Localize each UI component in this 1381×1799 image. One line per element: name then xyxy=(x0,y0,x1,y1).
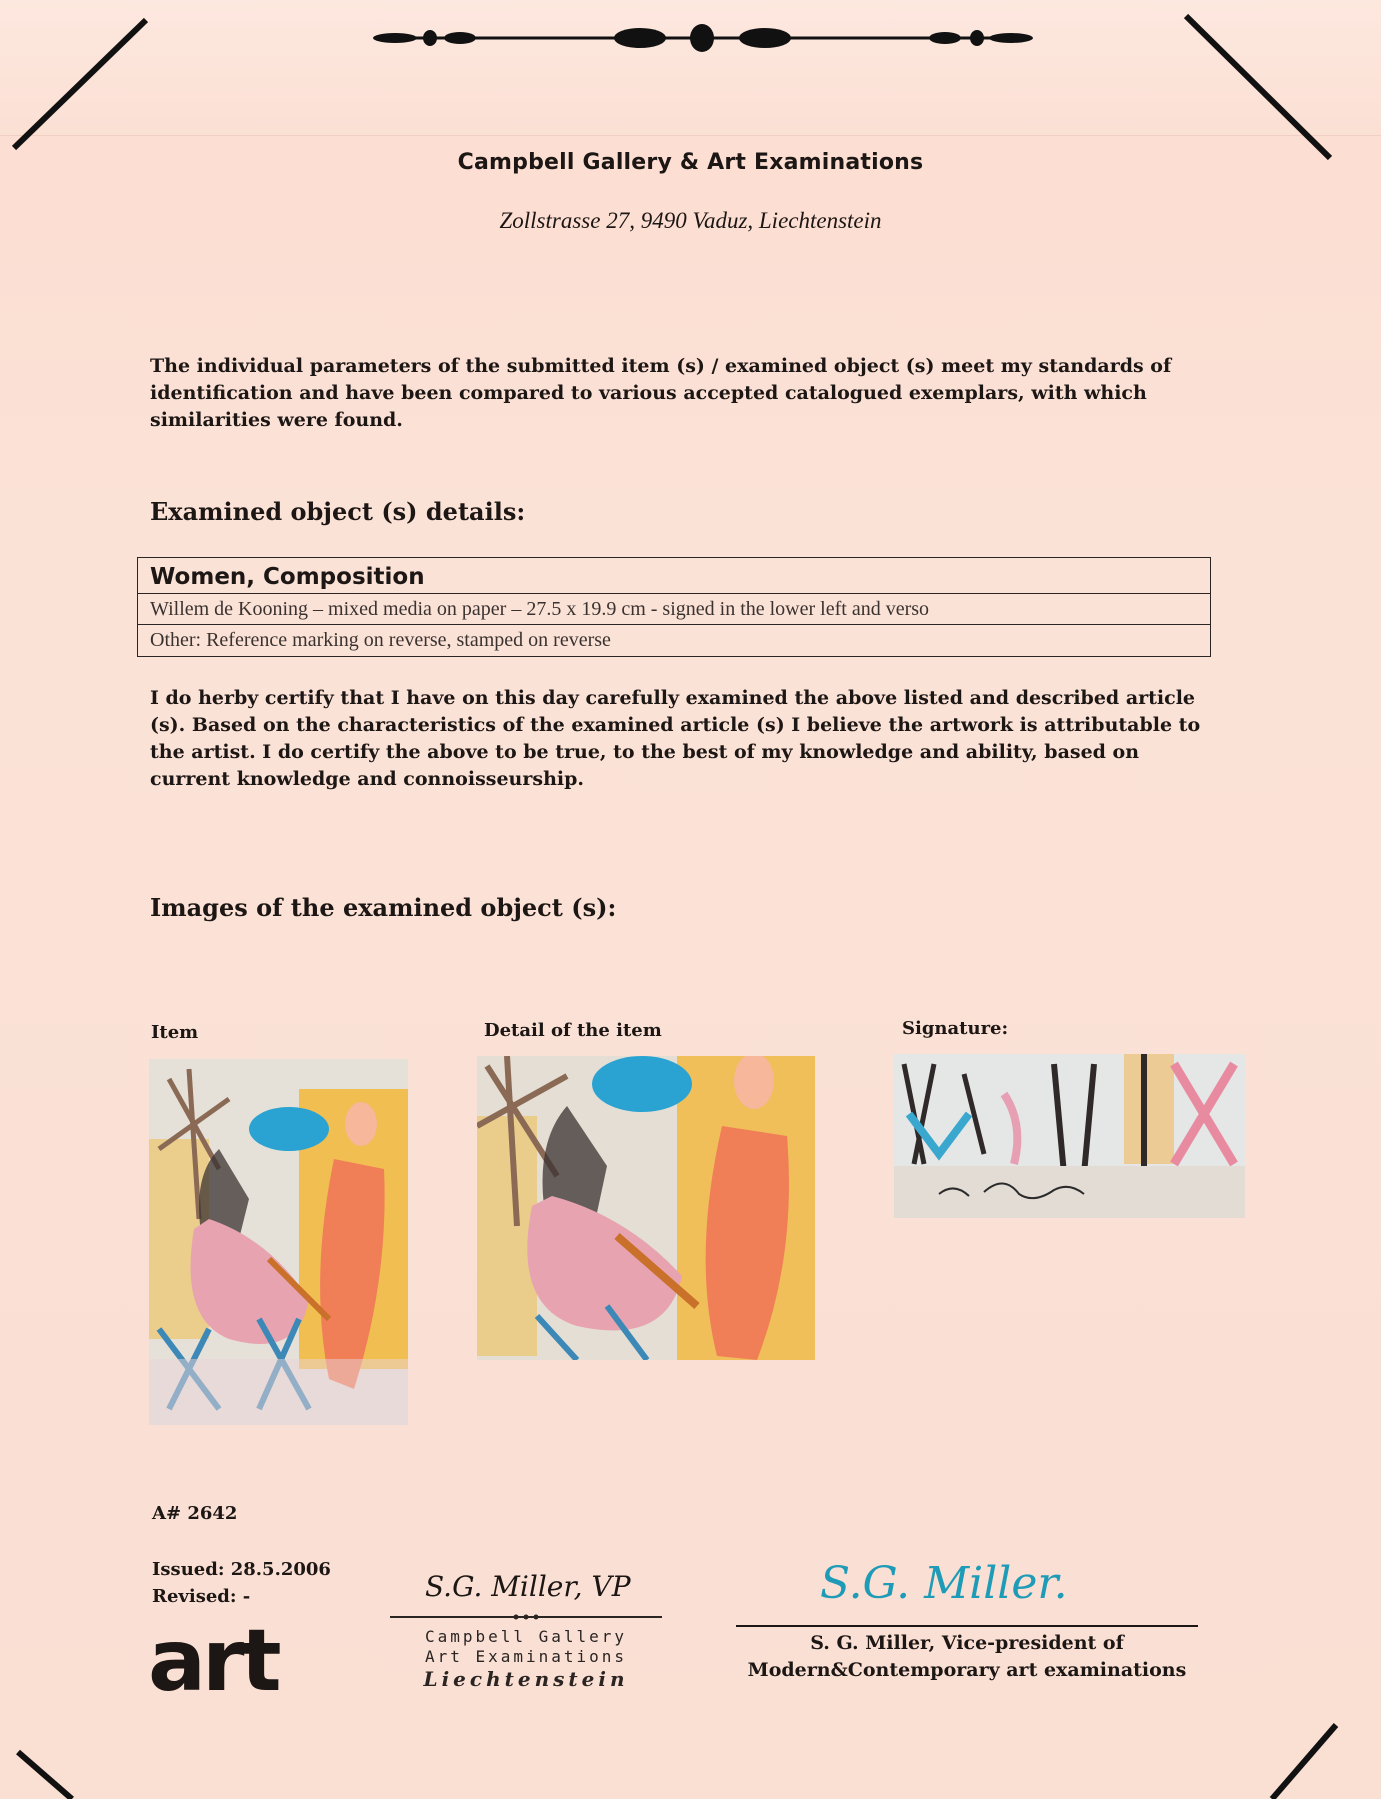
corner-top-right xyxy=(1186,16,1330,158)
intro-paragraph: The individual parameters of the submitted item (s) / examined object (s) meet my standards of identification and have been compared to various accepted catalogued exemplars, with which similarities were found. xyxy=(150,355,1172,431)
signature-label: Signature: xyxy=(902,1018,1009,1039)
signer-title-line-1: S. G. Miller, Vice-president of xyxy=(810,1632,1124,1654)
signature-line xyxy=(736,1625,1198,1627)
detail-label: Detail of the item xyxy=(484,1020,662,1041)
artwork-other-notes: Other: Reference marking on reverse, stamped on reverse xyxy=(150,629,611,651)
certification-paragraph: I do herby certify that I have on this day carefully examined the above listed and described article (s). Based on the characteristics of the examined article (s) I believe the artwork is attributable to the artist. I do certify the above to be true, to the best of my knowledge and ability, based on current knowledge and connoisseurship. xyxy=(150,687,1201,790)
gallery-name: Campbell Gallery & Art Examinations xyxy=(457,150,924,175)
details-table xyxy=(137,557,1211,657)
artwork-description: Willem de Kooning – mixed media on paper – 27.5 x 19.9 cm - signed in the lower left and verso xyxy=(138,594,1210,625)
corner-bottom-left xyxy=(18,1752,72,1799)
stamp-divider-icon xyxy=(390,1612,662,1622)
corner-top-left xyxy=(14,20,146,148)
handwritten-signature: S.G. Miller. xyxy=(820,1558,1068,1609)
gallery-address: Zollstrasse 27, 9490 Vaduz, Liechtenstein xyxy=(499,208,882,233)
stamp-line-1: Campbell Gallery xyxy=(424,1627,628,1646)
details-heading: Examined object (s) details: xyxy=(150,497,526,526)
detail-image xyxy=(477,1056,815,1360)
images-heading: Images of the examined object (s): xyxy=(150,893,617,922)
stamp-line-3: Liechtenstein xyxy=(423,1667,629,1691)
issued-date: Issued: 28.5.2006 xyxy=(152,1559,331,1580)
reference-number: A# 2642 xyxy=(152,1503,238,1524)
revised-date: Revised: - xyxy=(152,1586,251,1607)
corner-bottom-right xyxy=(1272,1725,1336,1799)
signer-title-line-2: Modern&Contemporary art examinations xyxy=(747,1659,1187,1681)
item-image xyxy=(149,1059,408,1425)
stamp-signature: S.G. Miller, VP xyxy=(425,1570,631,1603)
signature-image xyxy=(894,1054,1245,1218)
item-label: Item xyxy=(151,1022,199,1043)
ornament-divider-icon xyxy=(365,22,1040,54)
art-logo: art xyxy=(148,1611,278,1711)
stamp-line-2: Art Examinations xyxy=(424,1647,628,1666)
artwork-title: Women, Composition xyxy=(138,558,1210,594)
